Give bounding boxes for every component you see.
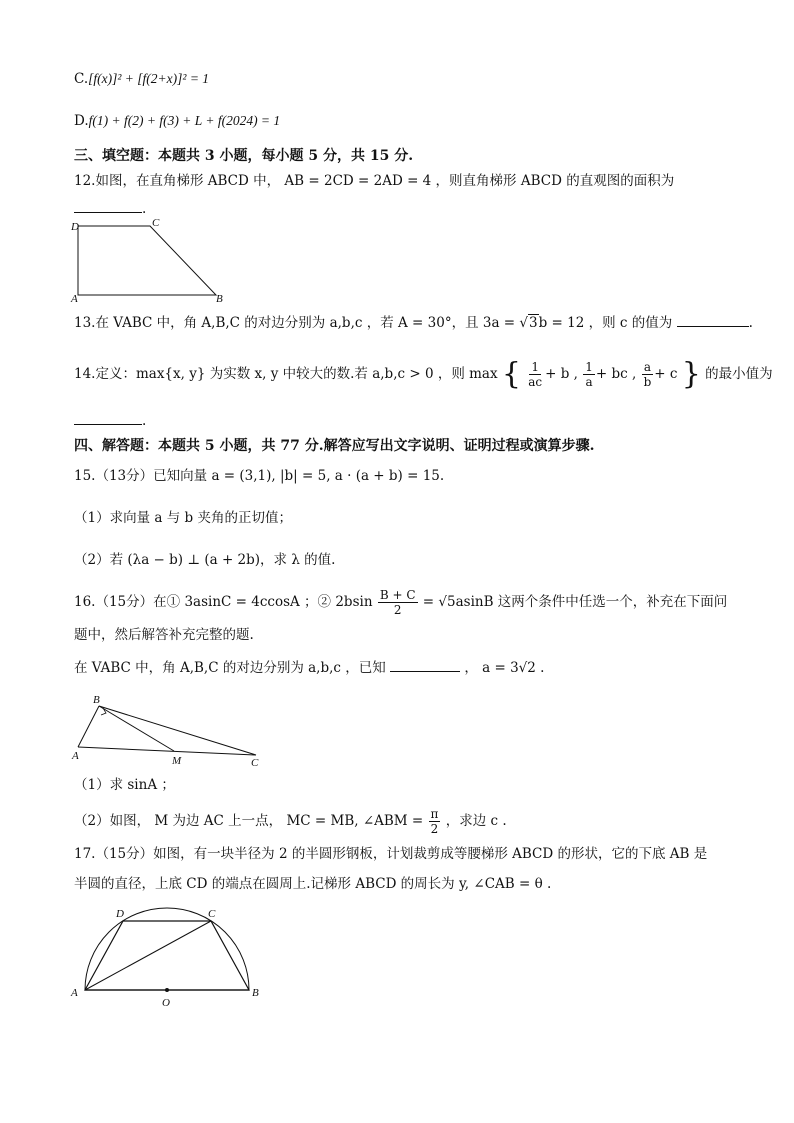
label-c: C: [152, 218, 160, 229]
q16-stem2: 题中，然后解答补充完整的题.: [74, 627, 254, 643]
q16-part2-a: （2）如图， M 为边 AC 上一点， MC = MB, ∠ABM =: [74, 813, 428, 829]
q15-part2: （2）若 (λa − b) ⊥ (a + 2b)，求 λ 的值.: [74, 552, 336, 568]
sqrt-radicand: 3: [529, 315, 538, 331]
q13-stem: 13.在 VABC 中，角 A,B,C 的对边分别为 a,b,c ，若 A = 30°，且 3a =: [74, 315, 520, 331]
period: .: [142, 413, 147, 429]
label-o: O: [162, 997, 170, 1009]
option-letter: C.: [74, 71, 89, 87]
label-m: M: [172, 755, 182, 767]
right-angle-mark: [101, 708, 106, 715]
label-b: B: [252, 987, 259, 999]
option-letter: D.: [74, 113, 89, 129]
label-a: A: [72, 750, 79, 762]
option-expression: [f(x)]² + [f(2+x)]² = 1: [88, 71, 210, 86]
q14-answer-line: [74, 412, 146, 430]
q13-text: 13.在 VABC 中，角 A,B,C 的对边分别为 a,b,c ，若 A = 30°，且 3a = √3b = 12 ，则 c 的值为 .: [74, 315, 753, 331]
q12-answer-line: [74, 200, 146, 218]
option-expression: f(1) + f(2) + f(3) + L + f(2024) = 1: [88, 113, 281, 128]
semicircle-arc: [85, 908, 249, 990]
fraction: $\frac{B + C}{2}$: [379, 588, 416, 617]
answer-blank: [74, 412, 142, 425]
q14-stem-end: 的最小值为: [705, 366, 773, 382]
fraction: $\frac{a}{b}$: [643, 360, 652, 389]
q16-part1: （1）求 sinA ；: [74, 777, 175, 793]
answer-blank: [74, 200, 142, 213]
label-c: C: [251, 757, 259, 769]
q14-stem: 14.定义：max{x, y} 为实数 x, y 中较大的数.若 a,b,c > 0 ，则 max: [74, 366, 498, 382]
left-brace: {: [501, 356, 521, 392]
q16-stem-b: = √5asinB 这两个条件中任选一个，补充在下面问: [422, 594, 728, 610]
label-c: C: [208, 908, 216, 920]
q16-triangle-figure: [66, 692, 276, 770]
q16-condition: [74, 659, 544, 677]
q17-semicircle-figure: [66, 900, 276, 1012]
option-d: [74, 112, 280, 130]
q14-text: 14.定义：max{x, y} 为实数 x, y 中较大的数.若 a,b,c > 0 ，则 max { $\frac{1}{ac}$ + b , $\frac{1}{a}$ + bc , $\frac{a}{b}$ + c } 的最小值为: [74, 356, 773, 392]
q16-condition-a: 在 VABC 中，角 A,B,C 的对边分别为 a,b,c ，已知: [74, 660, 386, 676]
q16-condition-b: ， a = 3√2 .: [464, 660, 545, 676]
label-a: A: [71, 987, 78, 999]
q15-stem: 15.（13分）已知向量 a = (3,1), |b| = 5, a · (a + b) = 15.: [74, 468, 445, 484]
q13-stem-end: b = 12 ，则 c 的值为: [538, 315, 673, 331]
q12-text: 12.如图，在直角梯形 ABCD 中， AB = 2CD = 2AD = 4 ，则直角梯形 ABCD 的直观图的面积为: [74, 173, 675, 189]
period: .: [748, 315, 753, 331]
q16-part2: [74, 804, 507, 838]
trapezoid-shape: [78, 226, 216, 295]
segment-bm: [99, 706, 174, 751]
q12-trapezoid-figure: [66, 218, 236, 308]
center-point: [165, 988, 169, 992]
q15-part1: （1）求向量 a 与 b 夹角的正切值；: [74, 510, 292, 526]
q16-part2-b: ，求边 c .: [445, 813, 507, 829]
label-b: B: [93, 694, 100, 706]
q17-line2: 半圆的直径，上底 CD 的端点在圆周上.记梯形 ABCD 的周长为 y, ∠CAB = θ .: [74, 876, 552, 892]
section-heading: 三、填空题：本题共 3 小题，每小题 5 分，共 15 分.: [74, 148, 414, 164]
fraction: $\frac{1}{ac}$: [528, 360, 543, 389]
q17-line1: 17.（15分）如图，有一块半径为 2 的半圆形钢板，计划裁剪成等腰梯形 ABCD 的形状，它的下底 AB 是: [74, 846, 708, 862]
right-brace: }: [681, 356, 701, 392]
period: .: [142, 201, 147, 217]
side-ac: [78, 747, 256, 755]
option-c: [74, 70, 209, 88]
label-b: B: [216, 293, 223, 305]
fraction: $\frac{1}{a}$: [585, 360, 593, 389]
side-bc: [99, 706, 256, 755]
q16-stem: [74, 585, 727, 619]
label-d: D: [71, 221, 79, 233]
label-a: A: [71, 293, 78, 305]
q16-stem-a: 16.（15分）在① 3asinC = 4ccosA ；② 2bsin: [74, 594, 373, 610]
label-d: D: [116, 908, 124, 920]
section-heading: 四、解答题：本题共 5 小题，共 77 分.解答应写出文字说明、证明过程或演算步骤.: [74, 438, 595, 454]
fraction: $\frac{\pi}{2}$: [430, 807, 439, 836]
answer-blank: [677, 314, 749, 327]
answer-blank: [390, 659, 460, 672]
side-ab: [78, 706, 99, 747]
